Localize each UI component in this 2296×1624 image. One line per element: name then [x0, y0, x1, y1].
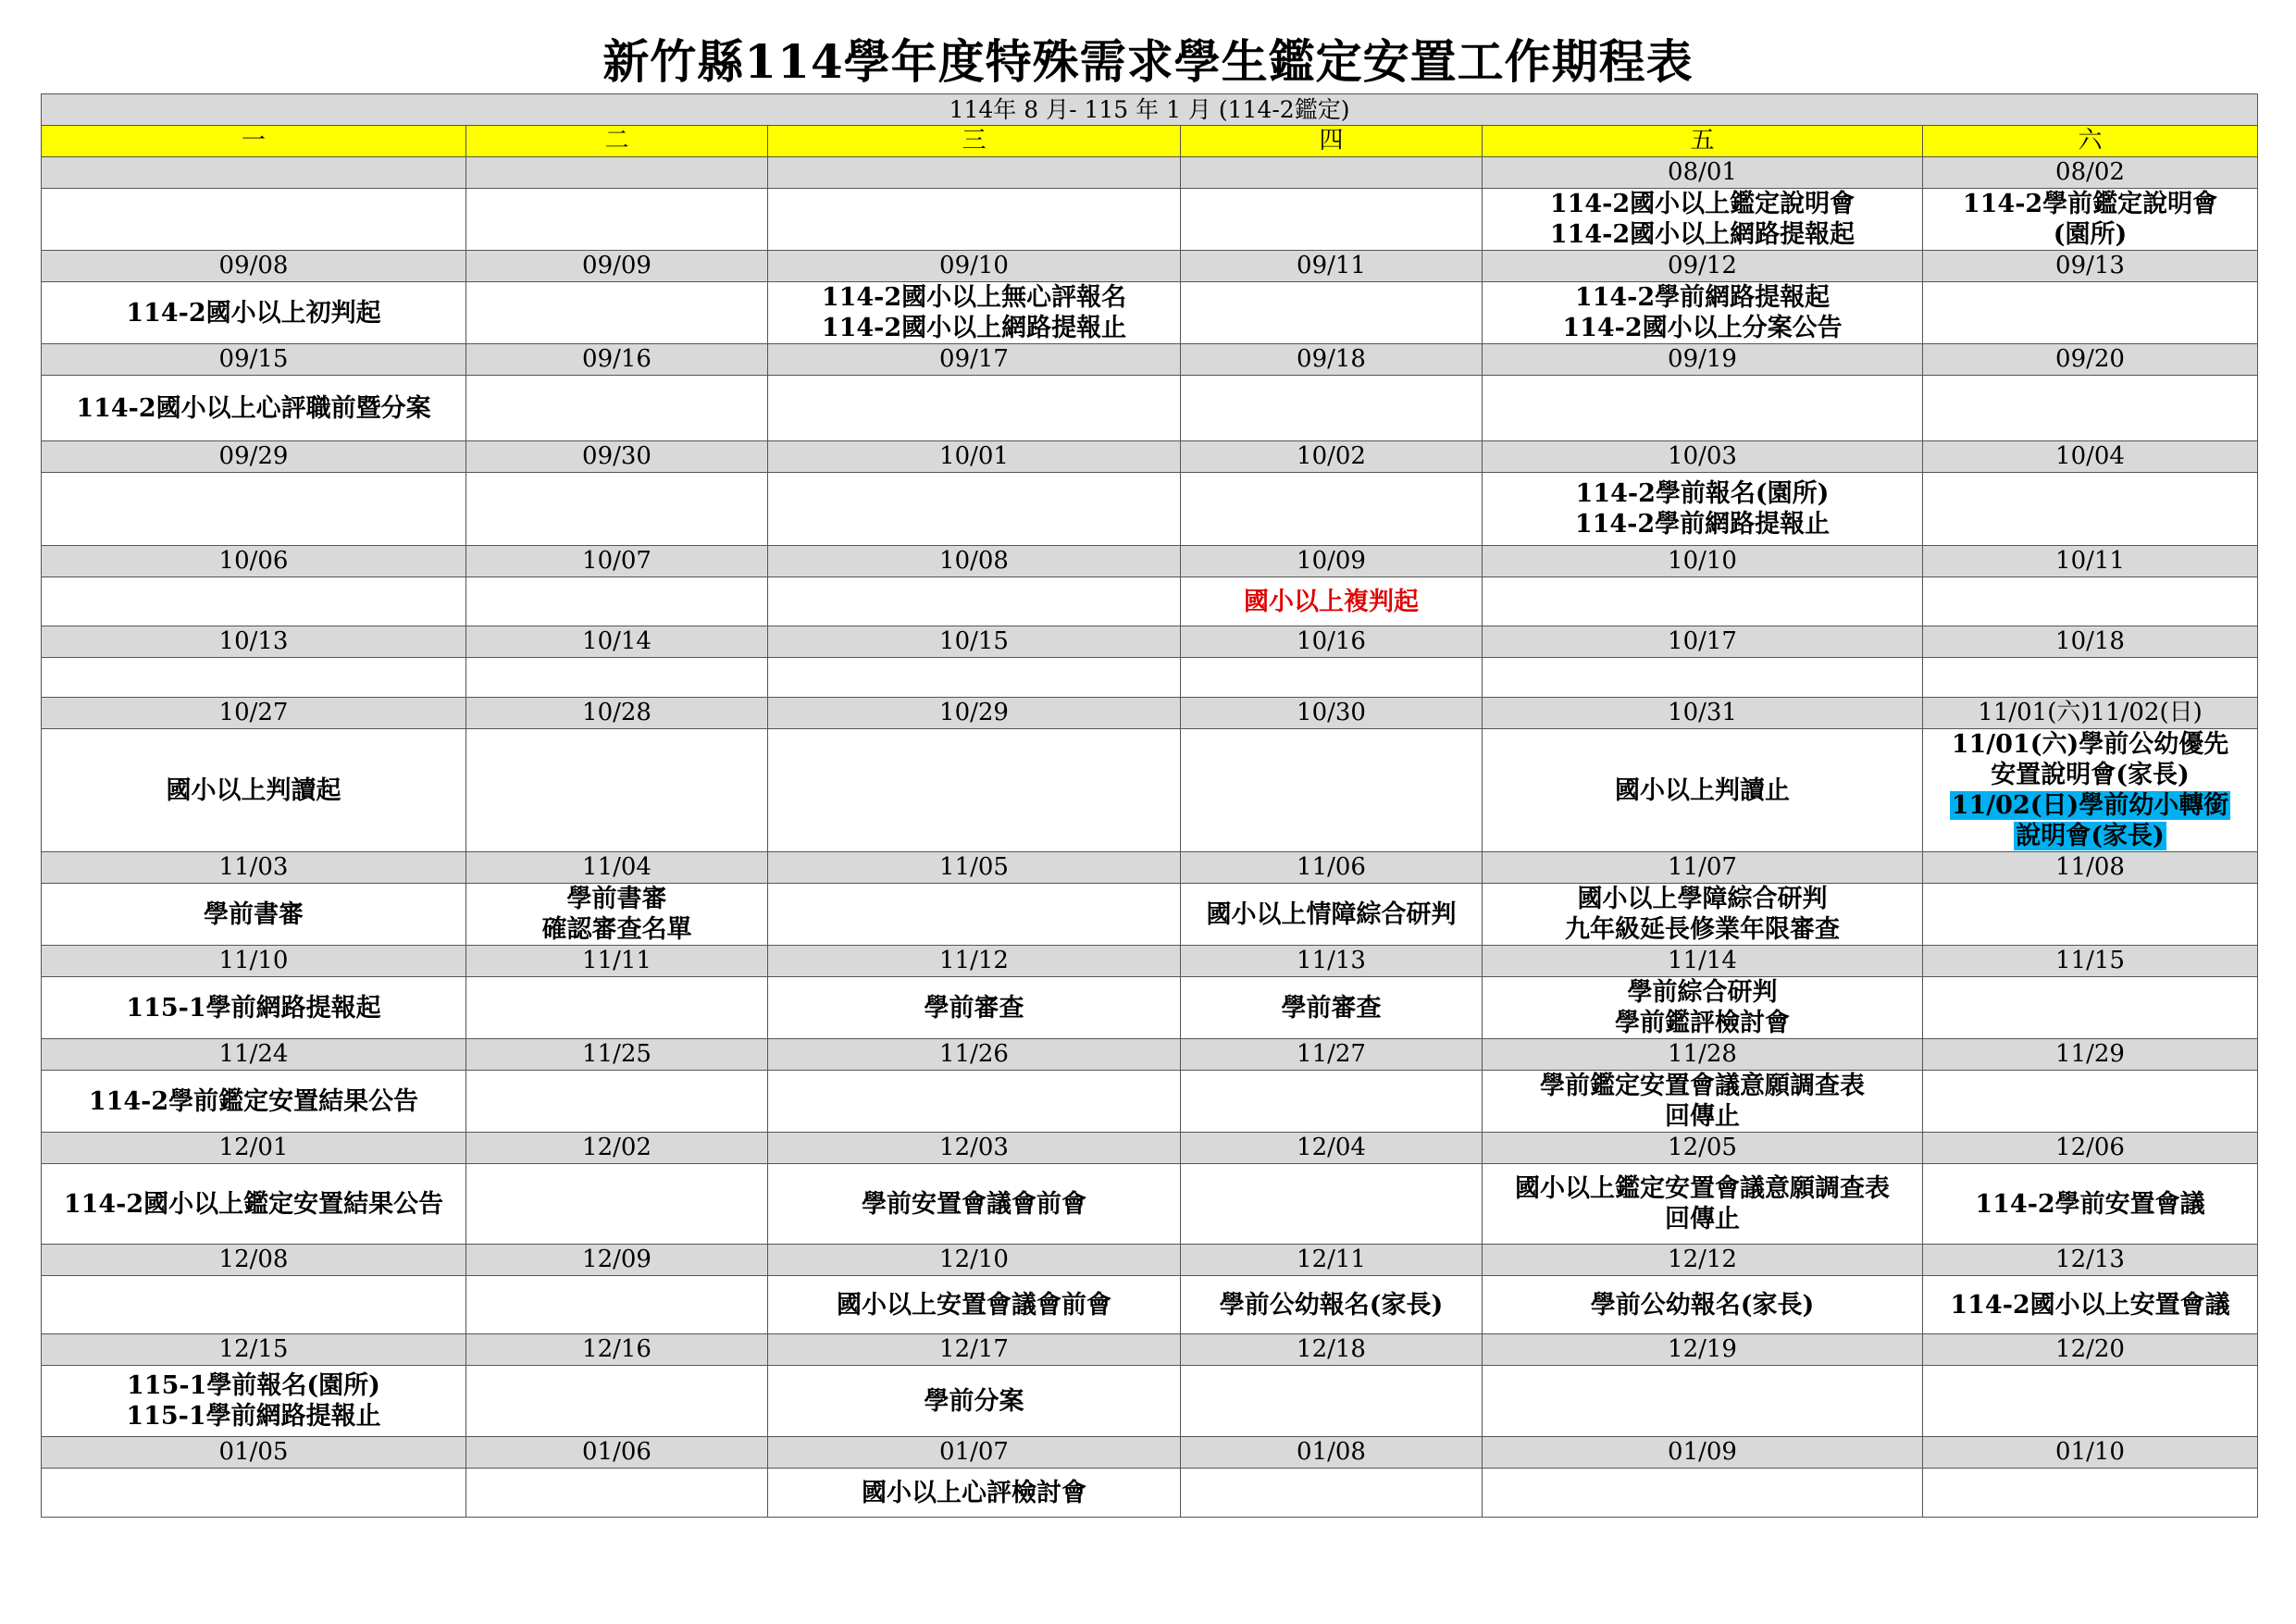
event-cell	[466, 189, 768, 251]
event-cell	[466, 658, 768, 698]
event-text: 國小以上情障綜合研判	[1206, 899, 1457, 929]
event-text: 學前公幼報名(家長)	[1219, 1290, 1444, 1320]
date-cell: 10/02	[1181, 441, 1483, 473]
date-row	[42, 1245, 2258, 1276]
date-cell	[466, 157, 768, 189]
event-text: 回傳止	[1665, 1205, 1740, 1233]
event-text: 114-2學前安置會議	[1975, 1189, 2205, 1219]
date-cell: 12/10	[768, 1245, 1181, 1276]
event-cell	[1181, 884, 1483, 946]
date-cell: 10/13	[42, 626, 466, 658]
date-cell: 09/11	[1181, 251, 1483, 282]
date-cell: 12/18	[1181, 1334, 1483, 1366]
date-cell: 01/09	[1483, 1437, 1923, 1469]
date-cell: 11/06	[1181, 852, 1483, 884]
date-cell: 09/20	[1923, 344, 2258, 376]
event-text: 114-2國小以上分案公告	[1562, 314, 1843, 342]
date-cell: 09/29	[42, 441, 466, 473]
event-cell	[42, 1469, 466, 1518]
event-cell	[42, 1276, 466, 1334]
date-cell: 09/12	[1483, 251, 1923, 282]
event-cell	[466, 577, 768, 626]
event-cell	[42, 1366, 466, 1437]
event-text: 學前綜合研判	[1627, 978, 1778, 1007]
event-cell	[768, 577, 1181, 626]
date-cell: 11/24	[42, 1039, 466, 1071]
event-row	[42, 282, 2258, 344]
date-cell: 10/11	[1923, 546, 2258, 577]
event-text: 11/01(六)學前公幼優先	[1951, 730, 2229, 759]
date-cell: 10/04	[1923, 441, 2258, 473]
date-cell: 12/04	[1181, 1133, 1483, 1164]
date-cell: 09/09	[466, 251, 768, 282]
weekday-mon: 一	[42, 126, 466, 157]
event-cell	[42, 1164, 466, 1245]
event-text: 114-2國小以上鑑定安置結果公告	[63, 1189, 444, 1219]
date-cell: 01/05	[42, 1437, 466, 1469]
event-text: 115-1學前網路提報起	[126, 993, 381, 1023]
event-cell	[768, 729, 1181, 852]
event-cell	[1923, 473, 2258, 546]
date-cell: 11/11	[466, 946, 768, 977]
date-cell	[768, 157, 1181, 189]
event-cell	[466, 473, 768, 546]
event-text: 學前審查	[924, 993, 1024, 1023]
event-text: 114-2學前鑑定說明會	[1962, 190, 2218, 218]
event-cell	[1483, 1276, 1923, 1334]
date-cell: 09/17	[768, 344, 1181, 376]
event-text: 114-2國小以上安置會議	[1950, 1290, 2230, 1320]
event-cell	[1181, 1469, 1483, 1518]
date-cell: 12/02	[466, 1133, 768, 1164]
event-cell	[768, 1276, 1181, 1334]
date-row	[42, 852, 2258, 884]
date-cell: 10/07	[466, 546, 768, 577]
event-cell	[1923, 1469, 2258, 1518]
date-cell: 10/18	[1923, 626, 2258, 658]
event-cell	[768, 977, 1181, 1039]
date-cell: 09/19	[1483, 344, 1923, 376]
date-row	[42, 1437, 2258, 1469]
date-row	[42, 344, 2258, 376]
highlighted-event-text: 說明會(家長)	[2016, 822, 2165, 850]
event-cell	[768, 884, 1181, 946]
weekday-thu: 四	[1181, 126, 1483, 157]
weekday-tue: 二	[466, 126, 768, 157]
event-cell	[1483, 658, 1923, 698]
event-text: 國小以上鑑定安置會議意願調查表	[1515, 1174, 1890, 1203]
date-cell: 10/30	[1181, 698, 1483, 729]
highlighted-event-text: 11/02(日)學前幼小轉銜	[1951, 791, 2229, 820]
date-row	[42, 251, 2258, 282]
weekday-header-row	[42, 126, 2258, 157]
event-row	[42, 1366, 2258, 1437]
date-cell: 09/13	[1923, 251, 2258, 282]
event-text: 115-1學前網路提報止	[126, 1402, 381, 1431]
event-text: 學前書審	[566, 885, 667, 913]
event-cell	[1923, 1071, 2258, 1133]
event-cell	[1483, 1366, 1923, 1437]
event-cell	[1923, 577, 2258, 626]
date-row	[42, 546, 2258, 577]
event-text: 學前書審	[204, 899, 304, 929]
event-text: 114-2國小以上網路提報止	[821, 314, 1127, 342]
date-cell: 12/15	[42, 1334, 466, 1366]
date-row	[42, 946, 2258, 977]
event-cell	[1923, 729, 2258, 852]
date-cell: 09/08	[42, 251, 466, 282]
event-cell	[1483, 884, 1923, 946]
event-text: 114-2學前報名(園所)	[1575, 479, 1830, 508]
event-cell	[1181, 376, 1483, 441]
date-cell: 12/05	[1483, 1133, 1923, 1164]
event-cell	[1923, 1276, 2258, 1334]
event-cell	[1483, 577, 1923, 626]
date-cell: 11/27	[1181, 1039, 1483, 1071]
event-cell	[768, 1366, 1181, 1437]
event-text: 114-2學前網路提報起	[1574, 283, 1831, 312]
date-cell: 09/18	[1181, 344, 1483, 376]
event-cell	[1923, 1164, 2258, 1245]
date-cell: 11/28	[1483, 1039, 1923, 1071]
event-cell	[768, 282, 1181, 344]
date-cell: 10/27	[42, 698, 466, 729]
event-cell	[1181, 282, 1483, 344]
event-cell	[768, 1164, 1181, 1245]
date-cell: 11/03	[42, 852, 466, 884]
event-row	[42, 729, 2258, 852]
date-row	[42, 626, 2258, 658]
event-cell	[1923, 658, 2258, 698]
event-text	[1923, 821, 2257, 851]
event-cell	[1181, 1276, 1483, 1334]
event-cell	[42, 1071, 466, 1133]
event-text: 114-2國小以上鑑定說明會	[1549, 190, 1855, 218]
date-cell: 11/12	[768, 946, 1181, 977]
date-cell: 01/07	[768, 1437, 1181, 1469]
event-cell	[1181, 1366, 1483, 1437]
date-cell: 09/16	[466, 344, 768, 376]
event-cell	[42, 376, 466, 441]
event-text: 114-2學前鑑定安置結果公告	[88, 1086, 419, 1116]
event-cell	[768, 658, 1181, 698]
date-cell: 10/31	[1483, 698, 1923, 729]
date-cell: 10/03	[1483, 441, 1923, 473]
event-text: 國小以上複判起	[1244, 587, 1419, 616]
event-cell	[42, 729, 466, 852]
event-text: 學前安置會議會前會	[862, 1189, 1086, 1219]
event-text	[1923, 790, 2257, 821]
event-cell	[1483, 282, 1923, 344]
event-cell	[1181, 189, 1483, 251]
event-cell	[1483, 1164, 1923, 1245]
date-cell: 11/04	[466, 852, 768, 884]
event-cell	[768, 1469, 1181, 1518]
weekday-wed: 三	[768, 126, 1181, 157]
event-text: 確認審查名單	[541, 915, 692, 944]
event-cell	[466, 977, 768, 1039]
date-cell: 10/17	[1483, 626, 1923, 658]
date-cell: 01/10	[1923, 1437, 2258, 1469]
event-cell	[42, 473, 466, 546]
date-cell: 12/09	[466, 1245, 768, 1276]
date-cell: 10/16	[1181, 626, 1483, 658]
event-cell	[1181, 977, 1483, 1039]
event-text: 九年級延長修業年限審查	[1565, 915, 1840, 944]
date-cell: 08/02	[1923, 157, 2258, 189]
event-cell	[1483, 977, 1923, 1039]
event-row	[42, 473, 2258, 546]
date-cell: 10/08	[768, 546, 1181, 577]
date-cell: 01/06	[466, 1437, 768, 1469]
event-cell	[1483, 189, 1923, 251]
date-row	[42, 1334, 2258, 1366]
event-cell	[1483, 473, 1923, 546]
event-cell	[768, 473, 1181, 546]
event-row	[42, 1469, 2258, 1518]
event-cell	[1923, 376, 2258, 441]
event-cell	[1181, 729, 1483, 852]
event-cell	[1923, 282, 2258, 344]
date-cell: 12/17	[768, 1334, 1181, 1366]
event-text: 學前鑑評檢討會	[1615, 1009, 1790, 1037]
page-title: 新竹縣114學年度特殊需求學生鑑定安置工作期程表	[602, 34, 1694, 89]
event-text: 國小以上學障綜合研判	[1577, 885, 1828, 913]
date-cell: 11/13	[1181, 946, 1483, 977]
date-cell: 08/01	[1483, 157, 1923, 189]
date-cell: 11/25	[466, 1039, 768, 1071]
event-text: 學前審查	[1281, 993, 1382, 1023]
event-cell	[466, 1469, 768, 1518]
event-row	[42, 1276, 2258, 1334]
date-cell: 12/13	[1923, 1245, 2258, 1276]
date-cell: 10/29	[768, 698, 1181, 729]
event-cell	[1181, 1164, 1483, 1245]
date-cell: 11/05	[768, 852, 1181, 884]
schedule-table	[41, 93, 2258, 1518]
date-cell: 10/06	[42, 546, 466, 577]
date-cell	[42, 157, 466, 189]
event-cell	[1923, 1366, 2258, 1437]
date-cell: 10/28	[466, 698, 768, 729]
date-cell: 10/09	[1181, 546, 1483, 577]
event-cell	[1923, 977, 2258, 1039]
event-cell	[1923, 884, 2258, 946]
weekday-fri: 五	[1483, 126, 1923, 157]
event-cell	[768, 376, 1181, 441]
event-cell	[466, 376, 768, 441]
event-text: (園所)	[2053, 220, 2128, 249]
date-cell: 11/10	[42, 946, 466, 977]
event-cell	[466, 1071, 768, 1133]
date-cell: 10/01	[768, 441, 1181, 473]
event-text: 國小以上心評檢討會	[862, 1478, 1086, 1507]
date-cell: 10/10	[1483, 546, 1923, 577]
event-text: 學前分案	[924, 1386, 1024, 1416]
event-text: 115-1學前報名(園所)	[127, 1371, 380, 1400]
date-row	[42, 157, 2258, 189]
event-cell	[1483, 729, 1923, 852]
date-cell: 09/30	[466, 441, 768, 473]
date-cell: 10/15	[768, 626, 1181, 658]
event-cell	[1181, 577, 1483, 626]
event-text: 國小以上安置會議會前會	[837, 1290, 1111, 1320]
event-cell	[42, 189, 466, 251]
event-cell	[1181, 1071, 1483, 1133]
date-row	[42, 1133, 2258, 1164]
event-row	[42, 977, 2258, 1039]
date-cell: 11/08	[1923, 852, 2258, 884]
date-row	[42, 698, 2258, 729]
event-cell	[768, 1071, 1181, 1133]
event-cell	[466, 1366, 768, 1437]
date-cell: 12/16	[466, 1334, 768, 1366]
date-cell: 11/15	[1923, 946, 2258, 977]
event-text: 回傳止	[1665, 1102, 1740, 1131]
event-row	[42, 658, 2258, 698]
date-cell: 10/14	[466, 626, 768, 658]
event-cell	[1483, 1469, 1923, 1518]
date-cell: 12/12	[1483, 1245, 1923, 1276]
date-cell	[1181, 157, 1483, 189]
event-cell	[42, 658, 466, 698]
event-text: 學前鑑定安置會議意願調查表	[1540, 1072, 1865, 1100]
event-cell	[466, 1164, 768, 1245]
event-cell	[466, 1276, 768, 1334]
event-text: 114-2國小以上初判起	[126, 298, 381, 328]
date-cell: 11/26	[768, 1039, 1181, 1071]
event-cell	[466, 282, 768, 344]
event-cell	[1483, 1071, 1923, 1133]
date-cell: 11/07	[1483, 852, 1923, 884]
event-row	[42, 376, 2258, 441]
event-text: 國小以上判讀起	[166, 775, 341, 805]
event-cell	[1483, 376, 1923, 441]
event-row	[42, 1071, 2258, 1133]
event-cell	[1181, 473, 1483, 546]
event-cell	[42, 282, 466, 344]
date-cell: 01/08	[1181, 1437, 1483, 1469]
event-text: 114-2學前網路提報止	[1574, 510, 1831, 539]
date-cell: 12/11	[1181, 1245, 1483, 1276]
date-cell: 12/20	[1923, 1334, 2258, 1366]
date-range-header: 114年 8 月- 115 年 1 月 (114-2鑑定)	[42, 94, 2258, 126]
event-row	[42, 884, 2258, 946]
date-cell: 12/03	[768, 1133, 1181, 1164]
event-cell	[466, 884, 768, 946]
date-cell: 12/19	[1483, 1334, 1923, 1366]
date-cell: 09/10	[768, 251, 1181, 282]
event-cell	[466, 729, 768, 852]
event-text: 114-2國小以上心評職前暨分案	[76, 393, 431, 423]
date-cell: 11/29	[1923, 1039, 2258, 1071]
date-cell: 09/15	[42, 344, 466, 376]
event-text: 國小以上判讀止	[1615, 775, 1790, 805]
date-cell: 12/06	[1923, 1133, 2258, 1164]
event-row	[42, 1164, 2258, 1245]
date-cell: 12/01	[42, 1133, 466, 1164]
event-cell	[1923, 189, 2258, 251]
event-cell	[768, 189, 1181, 251]
event-cell	[42, 977, 466, 1039]
event-cell	[42, 884, 466, 946]
event-text: 學前公幼報名(家長)	[1590, 1290, 1815, 1320]
event-text: 114-2國小以上無心評報名	[821, 283, 1127, 312]
event-cell	[1181, 658, 1483, 698]
date-row	[42, 441, 2258, 473]
weekday-sat: 六	[1923, 126, 2258, 157]
event-row	[42, 189, 2258, 251]
date-cell: 11/01(六)11/02(日)	[1923, 698, 2258, 729]
date-cell: 12/08	[42, 1245, 466, 1276]
event-text: 114-2國小以上網路提報起	[1549, 220, 1855, 249]
date-row	[42, 1039, 2258, 1071]
event-row	[42, 577, 2258, 626]
date-cell: 11/14	[1483, 946, 1923, 977]
event-cell	[42, 577, 466, 626]
event-text: 安置說明會(家長)	[1991, 761, 2190, 789]
